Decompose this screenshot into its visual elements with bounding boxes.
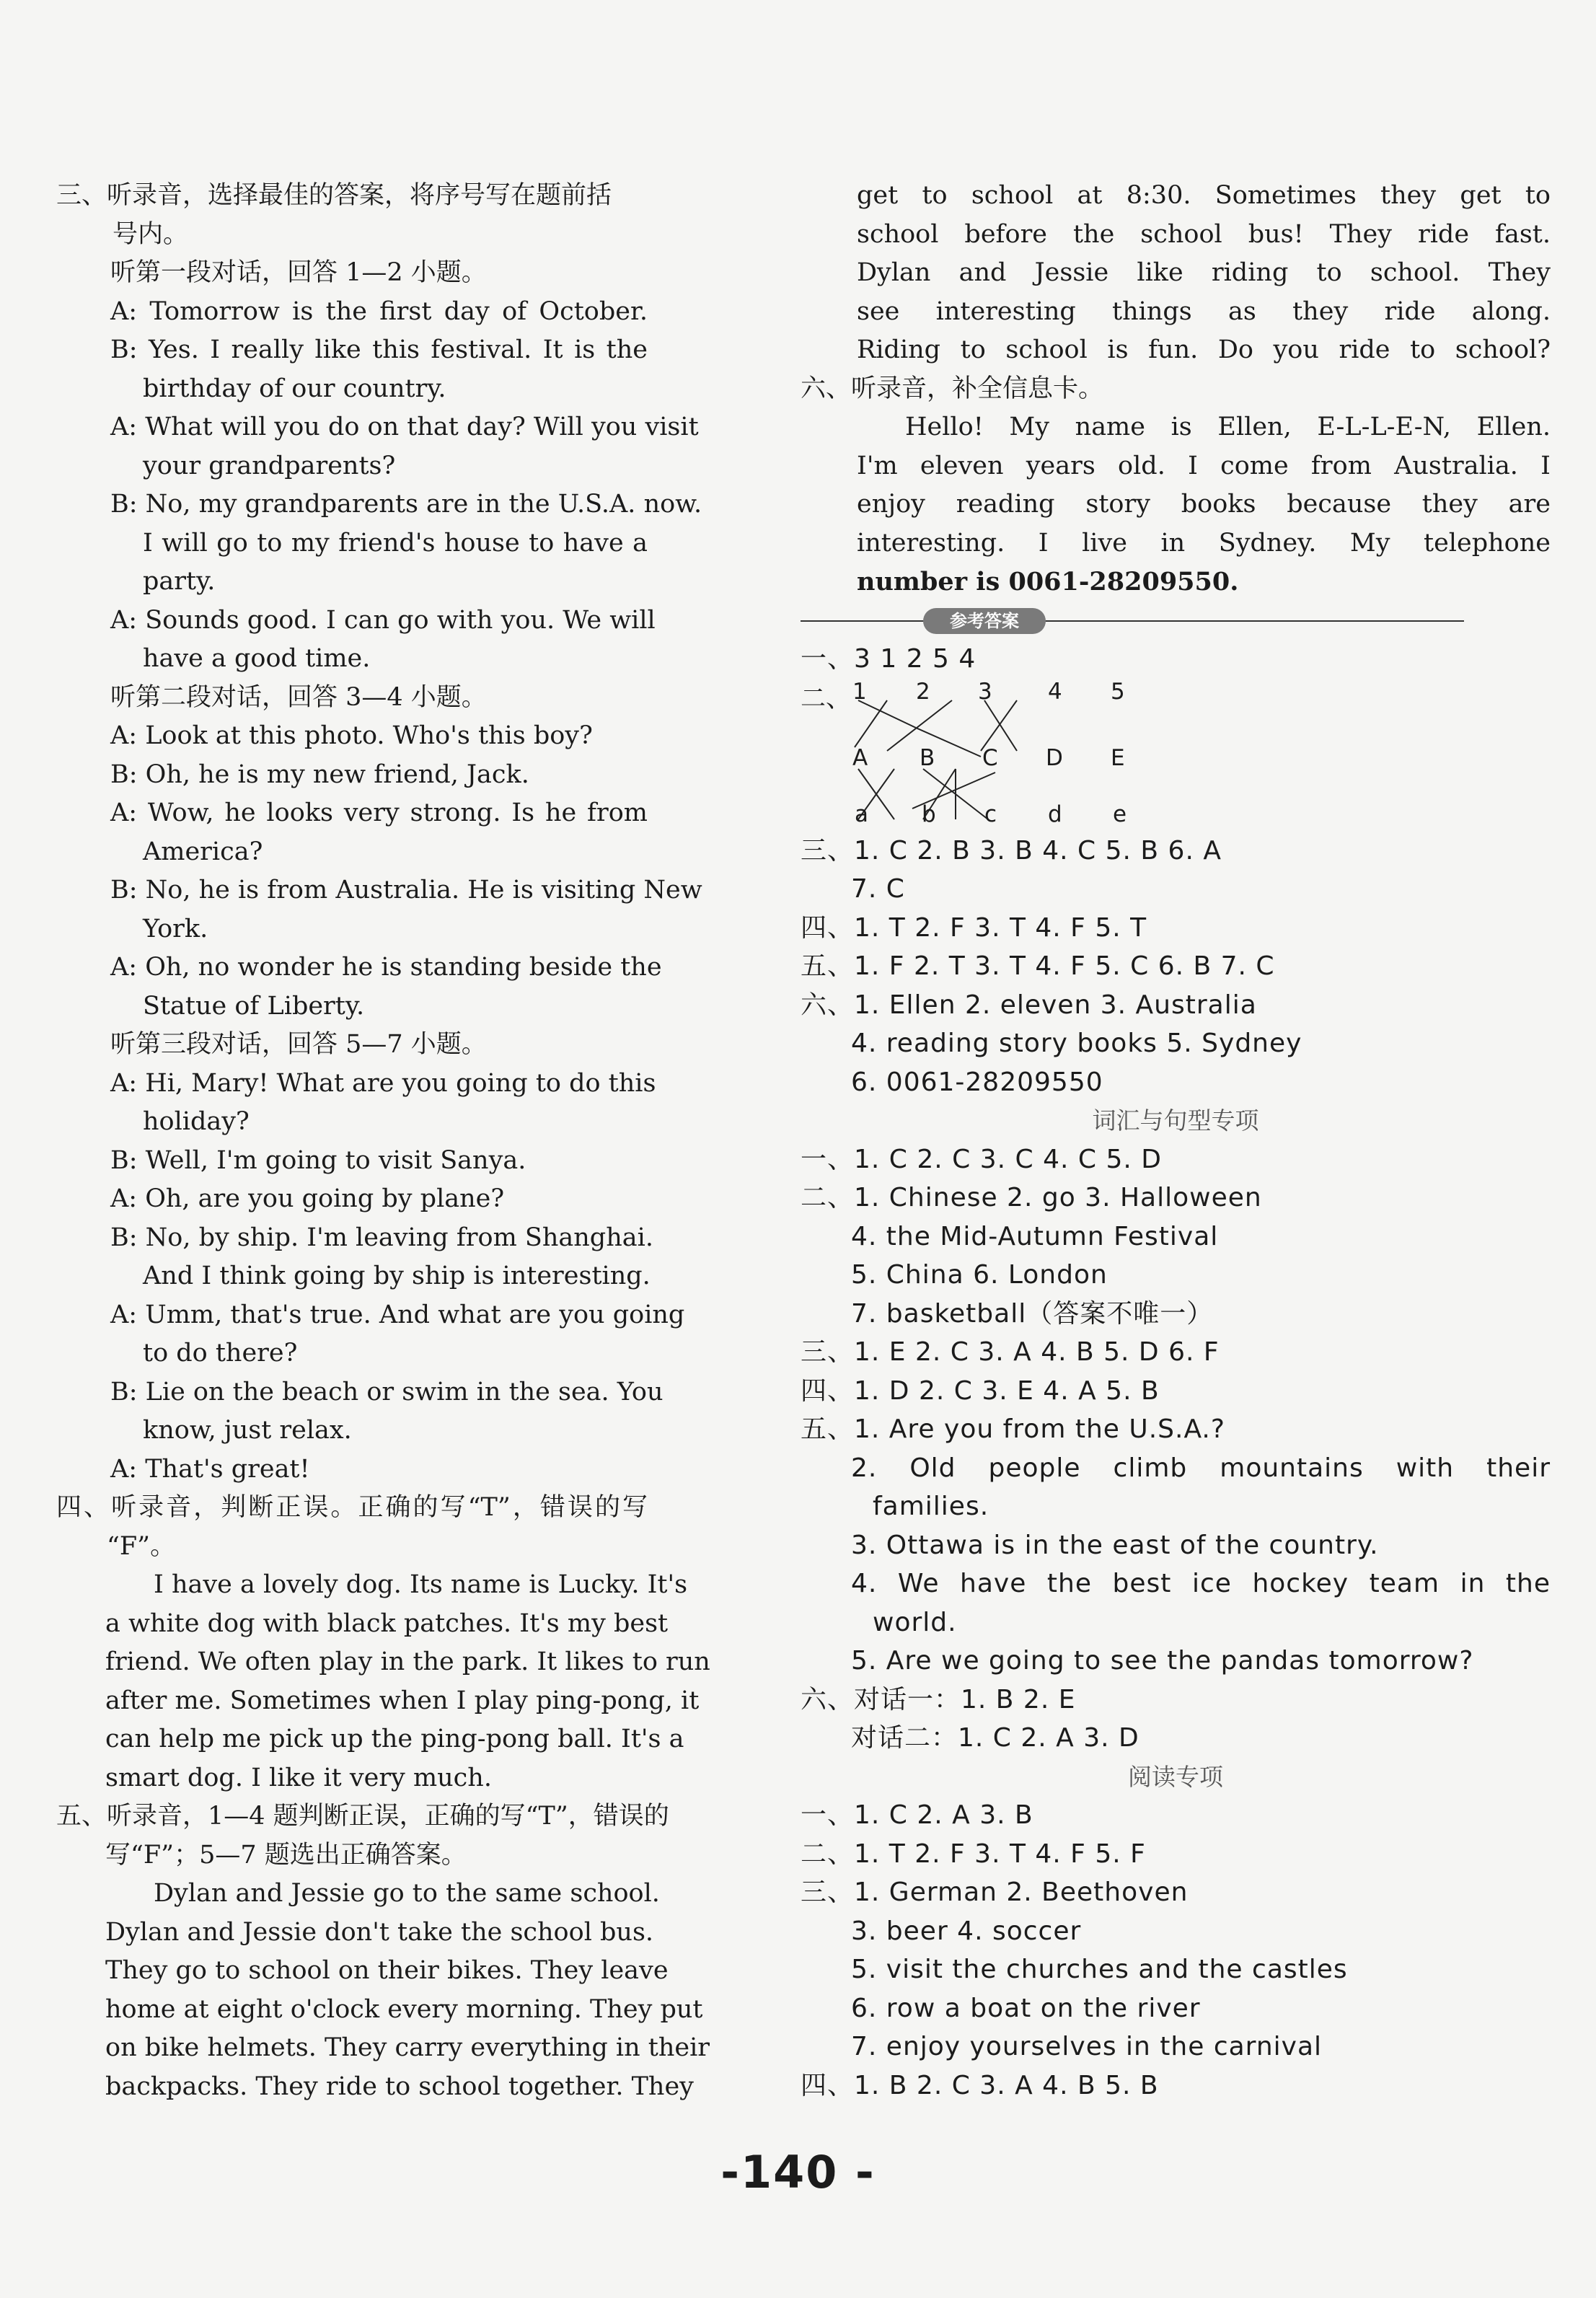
match-bottom-label: b	[922, 801, 936, 827]
match-mid-label: E	[1111, 744, 1125, 771]
dialogue-line: birthday of our country.	[143, 374, 446, 403]
answer-key-badge: 参考答案	[923, 608, 1046, 634]
answer-line: 3. beer 4. soccer	[851, 1916, 1082, 1946]
section-5-title: 五、听录音，1—4 题判断正误，正确的写“T”，错误的	[56, 1802, 669, 1831]
dialogue-line: know, just relax.	[143, 1416, 352, 1445]
dialogue-line: B: Lie on the beach or swim in the sea. You	[110, 1377, 663, 1406]
dialogue-3-intro: 听第三段对话，回答 5—7 小题。	[110, 1030, 487, 1059]
passage-line: Hello! My name is Ellen, E-L-L-E-N, Ellen.	[905, 413, 1551, 441]
passage-line: get to school at 8:30. Sometimes they get to	[857, 181, 1551, 210]
dialogue-1-intro: 听第一段对话，回答 1—2 小题。	[110, 258, 487, 287]
reading-section-heading: 阅读专项	[1128, 1762, 1223, 1791]
passage-line: smart dog. I like it very much.	[105, 1763, 492, 1792]
answer-line: 5. China 6. London	[851, 1260, 1108, 1290]
dialogue-line: A: Oh, no wonder he is standing beside the	[110, 953, 662, 982]
answer-line: 三、1. C 2. B 3. B 4. C 5. B 6. A	[801, 835, 1222, 866]
answer-line: 4. the Mid-Autumn Festival	[851, 1221, 1219, 1251]
answer-key-divider	[801, 602, 1551, 640]
answer-line: 二、1. T 2. F 3. T 4. F 5. F	[801, 1839, 1146, 1869]
section-3-title: 三、听录音，选择最佳的答案，将序号写在题前括	[56, 181, 612, 210]
section-4-title-cont: “F”。	[107, 1531, 176, 1561]
answer-line: 五、1. F 2. T 3. T 4. F 5. C 6. B 7. C	[801, 951, 1275, 981]
match-bottom-label: d	[1048, 801, 1062, 827]
dialogue-line: your grandparents?	[143, 451, 396, 480]
dialogue-line: B: Well, I'm going to visit Sanya.	[110, 1145, 526, 1175]
passage-line: number is 0061-28209550.	[857, 567, 1239, 596]
answer-line: 五、1. Are you from the U.S.A.?	[801, 1414, 1225, 1444]
answer-line: 一、1. C 2. A 3. B	[801, 1800, 1033, 1830]
answer-line: 7. basketball（答案不唯一）	[851, 1298, 1214, 1329]
passage-line: home at eight o'clock every morning. They put	[105, 1994, 703, 2024]
passage-line: Riding to school is fun. Do you ride to school?	[857, 335, 1551, 364]
dialogue-line: A: Sounds good. I can go with you. We will	[110, 605, 656, 635]
answer-line: 3. Ottawa is in the east of the country.	[851, 1530, 1379, 1560]
match-mid-label: A	[852, 744, 868, 771]
section-3-title-cont: 号内。	[113, 219, 189, 249]
dialogue-line: And I think going by ship is interesting.	[143, 1262, 651, 1290]
passage-line: Dylan and Jessie don't take the school bus.	[105, 1917, 654, 1947]
passage-line: see interesting things as they ride along.	[857, 296, 1551, 326]
dialogue-2-intro: 听第二段对话，回答 3—4 小题。	[110, 682, 487, 712]
dialogue-line: B: No, he is from Australia. He is visiting New	[110, 876, 702, 904]
dialogue-line: A: What will you do on that day? Will you visit	[110, 413, 699, 441]
left-column	[56, 177, 710, 2106]
match-top-label: 4	[1048, 678, 1062, 705]
dialogue-line: B: Yes. I really like this festival. It is the	[110, 335, 648, 364]
section-5-title-cont: 写“F”；5—7 题选出正确答案。	[105, 1840, 467, 1870]
match-top-label: 5	[1111, 678, 1125, 705]
dialogue-line: America?	[143, 837, 263, 866]
passage-line: school before the school bus! They ride fast.	[857, 219, 1551, 249]
dialogue-line: have a good time.	[143, 644, 371, 673]
answer-line: 5. Are we going to see the pandas tomorrow?	[851, 1646, 1474, 1676]
passage-line: a white dog with black patches. It's my best	[105, 1608, 669, 1638]
dialogue-line: York.	[143, 914, 208, 943]
dialogue-line: A: Umm, that's true. And what are you going	[110, 1300, 685, 1329]
page-number: -140 -	[720, 2146, 876, 2198]
passage-line: They go to school on their bikes. They leave	[105, 1956, 669, 1985]
divider-rule	[801, 620, 1464, 622]
passage-line: on bike helmets. They carry everything in their	[105, 2033, 710, 2062]
dialogue-line: A: Tomorrow is the first day of October.	[110, 296, 648, 326]
match-top-label: 2	[916, 678, 930, 705]
dialogue-line: party.	[143, 567, 216, 596]
passage-line: backpacks. They ride to school together. They	[105, 2072, 694, 2101]
match-line	[858, 700, 916, 728]
answer-line: 六、对话一：1. B 2. E	[801, 1684, 1076, 1714]
answer-line: 对话二：1. C 2. A 3. D	[851, 1723, 1139, 1753]
dialogue-line: A: Wow, he looks very strong. Is he from	[110, 798, 648, 827]
answer-line: 4. reading story books 5. Sydney	[851, 1029, 1302, 1058]
answer-line: 6. 0061-28209550	[851, 1067, 1103, 1097]
passage-line: interesting. I live in Sydney. My telephone	[857, 528, 1551, 558]
match-top-label: 3	[978, 678, 992, 705]
dialogue-line: to do there?	[143, 1339, 298, 1368]
dialogue-line: A: Look at this photo. Who's this boy?	[110, 721, 593, 750]
match-top-label: 1	[852, 678, 867, 705]
match-mid-label: D	[1046, 744, 1063, 771]
dialogue-line: A: Oh, are you going by plane?	[110, 1184, 505, 1213]
answer-line: 四、1. T 2. F 3. T 4. F 5. T	[801, 912, 1147, 943]
answer-line: 二、1. Chinese 2. go 3. Halloween	[801, 1183, 1262, 1212]
dialogue-line: B: No, my grandparents are in the U.S.A. now.	[110, 490, 702, 519]
answer-line: 四、1. B 2. C 3. A 4. B 5. B	[801, 2070, 1159, 2100]
passage-line: Dylan and Jessie like riding to school. They	[857, 258, 1551, 287]
dialogue-line: A: That's great!	[110, 1454, 310, 1484]
match-bottom-label: c	[984, 801, 997, 827]
match-bottom-label: a	[855, 801, 868, 827]
matching-diagram	[801, 679, 1551, 832]
passage-line: friend. We often play in the park. It likes to run	[105, 1647, 710, 1676]
passage-line: after me. Sometimes when I play ping-pong, it	[105, 1686, 700, 1715]
answer-line: 六、1. Ellen 2. eleven 3. Australia	[801, 990, 1257, 1020]
section-6-title: 六、听录音，补全信息卡。	[801, 374, 1104, 403]
vocab-section-heading: 词汇与句型专项	[1092, 1106, 1259, 1135]
right-column	[801, 177, 1551, 2105]
answer-line: 三、1. German 2. Beethoven	[801, 1877, 1189, 1907]
answer-line: 一、3 1 2 5 4	[801, 644, 976, 674]
answer-line: 7. C	[851, 874, 905, 904]
answer-line: 2. Old people climb mountains with their	[851, 1453, 1551, 1483]
matching-prefix: 二、	[801, 684, 852, 713]
passage-line: enjoy reading story books because they are	[857, 490, 1551, 519]
dialogue-line: Statue of Liberty.	[143, 991, 365, 1021]
match-mid-label: B	[920, 744, 935, 771]
answer-line: 四、1. D 2. C 3. E 4. A 5. B	[801, 1375, 1160, 1406]
answer-line: 5. visit the churches and the castles	[851, 1955, 1348, 1984]
answer-line: 7. enjoy yourselves in the carnival	[851, 2032, 1323, 2061]
answer-line: families.	[873, 1492, 989, 1521]
dialogue-line: B: Oh, he is my new friend, Jack.	[110, 760, 529, 789]
section-4-title: 四、听录音，判断正误。正确的写“T”，错误的写	[56, 1493, 648, 1522]
match-line	[887, 700, 952, 751]
dialogue-line: holiday?	[143, 1107, 250, 1136]
passage-line: I have a lovely dog. Its name is Lucky. It's	[154, 1570, 688, 1599]
answer-line: 4. We have the best ice hockey team in the	[851, 1569, 1551, 1598]
match-bottom-label: e	[1113, 801, 1127, 827]
match-mid-label: C	[982, 744, 998, 771]
answer-line: 三、1. E 2. C 3. A 4. B 5. D 6. F	[801, 1337, 1220, 1367]
passage-line: Dylan and Jessie go to the same school.	[154, 1879, 660, 1908]
answer-line: world.	[873, 1607, 957, 1637]
dialogue-line: A: Hi, Mary! What are you going to do this	[110, 1068, 656, 1098]
passage-line: can help me pick up the ping-pong ball. It's a	[105, 1725, 684, 1753]
answer-line: 一、1. C 2. C 3. C 4. C 5. D	[801, 1144, 1162, 1174]
passage-line: I'm eleven years old. I come from Australia. I	[857, 451, 1551, 480]
dialogue-line: B: No, by ship. I'm leaving from Shanghai.	[110, 1223, 653, 1252]
answer-line: 6. row a boat on the river	[851, 1993, 1201, 2023]
dialogue-line: I will go to my friend's house to have a	[143, 528, 648, 558]
